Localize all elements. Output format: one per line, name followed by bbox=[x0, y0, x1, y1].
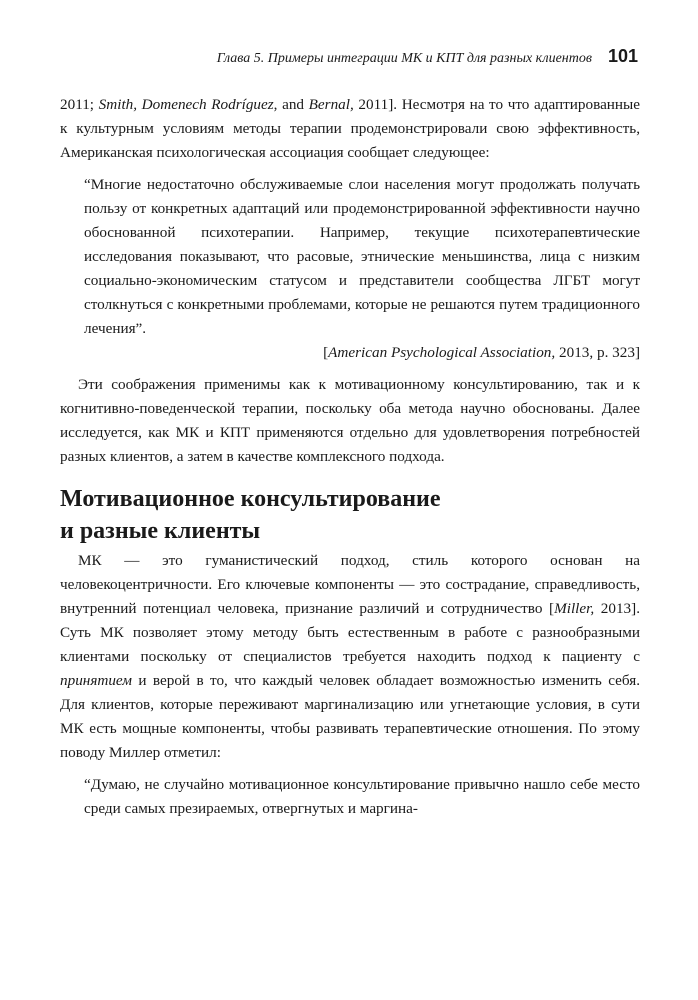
quote-citation bbox=[60, 341, 640, 365]
citation-author: Bernal, bbox=[308, 96, 354, 113]
block-quote-2 bbox=[84, 773, 640, 821]
text-run: [ bbox=[323, 344, 329, 361]
heading-line-2: и разные клиенты bbox=[60, 518, 261, 544]
page-number: 101 bbox=[607, 46, 638, 66]
citation-author: Miller, bbox=[554, 600, 595, 617]
text-run: МК — это гуманистический подход, стиль которого основан на человекоцентричности. Его ключевые компоненты — это сострадание, справедливость, внутренний потенциал человека, признание различий и сотрудничество [ bbox=[60, 552, 640, 617]
block-quote-1 bbox=[84, 173, 640, 341]
paragraph-2: Эти соображения применимы как к мотивационному консультированию, так и к когнитивно-поведенческой терапии, поскольку оба метода научно обоснованы. Далее исследуется, как МК и КПТ применяются отдельно для удовлетворения потребностей разных клиентов, а затем в качестве комплексного подхода. bbox=[60, 376, 640, 465]
citation-source: American Psychological Association, bbox=[328, 344, 556, 361]
text-run: , and bbox=[273, 96, 309, 113]
running-head bbox=[60, 46, 638, 70]
quote-text: “Думаю, не случайно мотивационное консультирование привычно нашло себе место среди самых презираемых, отвергнутых и маргина- bbox=[84, 776, 640, 817]
paragraph-1 bbox=[60, 93, 640, 165]
emphasis: принятием bbox=[60, 672, 132, 689]
text-run: и верой в то, что каждый человек обладает возможностью изменить себя. Для клиентов, которые переживают маргинализацию или угнетающие условия, в сути МК есть мощные компоненты, чтобы развивать терапевтические отношения. По этому поводу Миллер отметил: bbox=[60, 672, 640, 761]
paragraph-3 bbox=[60, 549, 640, 765]
heading-line-1: Мотивационное консультирование bbox=[60, 486, 441, 512]
text-run: 2011]. Несмотря на то что адаптированные к культурным условиям методы терапии продемонстрировали свою эффективность, Американская психологическая ассоциация сообщает следующее: bbox=[60, 96, 641, 161]
page-body bbox=[60, 93, 640, 821]
chapter-title: Глава 5. Примеры интеграции МК и КПТ для разных клиентов bbox=[216, 51, 592, 66]
text-run: 2011; bbox=[60, 96, 99, 113]
text-run: 2013]. Суть МК позволяет этому методу быть естественным в работе с разнообразными клиентами поскольку от специалистов требуется находить подход к пациенту с bbox=[60, 600, 640, 665]
section-heading bbox=[60, 483, 640, 547]
citation-author: Smith, Domenech Rodríguez bbox=[98, 96, 274, 113]
quote-text: “Многие недостаточно обслуживаемые слои населения могут продолжать получать пользу от конкретных адаптаций или продемонстрированной эффективности научно обоснованной психотерапии. Например, текущие психотерапевтические исследования показывают, что расовые, этнические меньшинства, лица с низким социально-экономическим статусом и представители сообщества ЛГБТ могут столкнуться с конкретными проблемами, которые не решаются путем традиционного лечения”. bbox=[84, 176, 640, 337]
text-run: 2013, p. 323] bbox=[555, 344, 640, 361]
